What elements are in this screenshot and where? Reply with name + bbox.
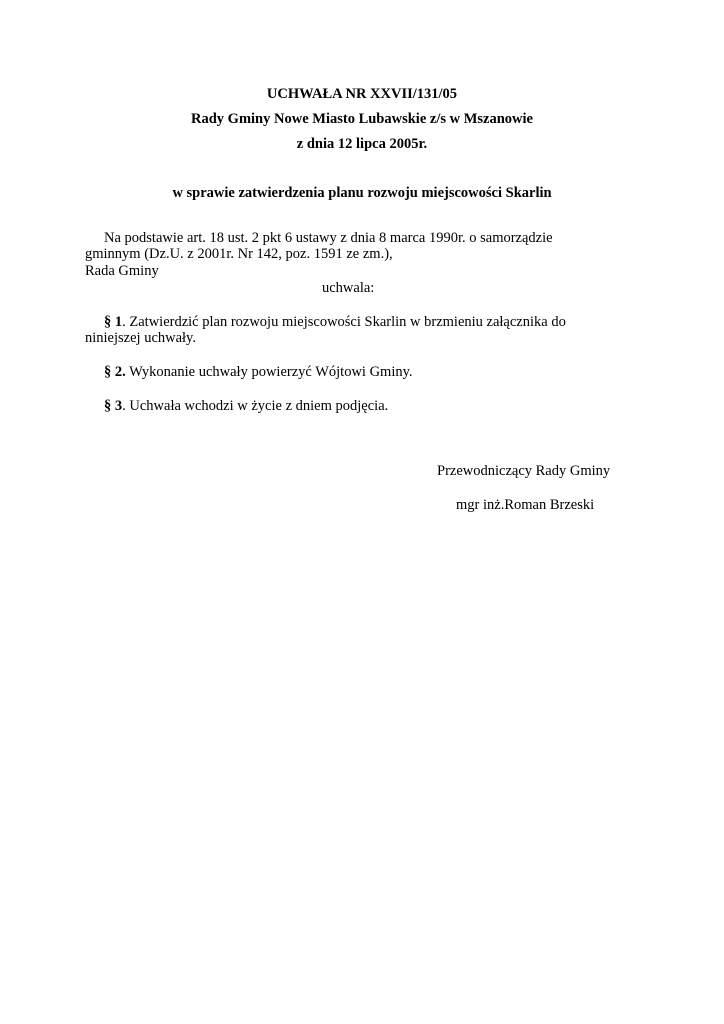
paragraph-1-line-1 bbox=[104, 314, 566, 331]
preamble-line-3: Rada Gminy bbox=[85, 263, 159, 279]
preamble-line-1: Na podstawie art. 18 ust. 2 pkt 6 ustawy z dnia 8 marca 1990r. o samorządzie bbox=[104, 230, 553, 246]
paragraph-1-line-2: niniejszej uchwały. bbox=[85, 330, 196, 346]
resolution-subject: w sprawie zatwierdzenia planu rozwoju miejscowości Skarlin bbox=[172, 185, 552, 201]
signatory-name: mgr inż.Roman Brzeski bbox=[456, 497, 595, 513]
paragraph-1-marker: § 1 bbox=[104, 314, 123, 330]
resolves-label: uchwala: bbox=[322, 280, 375, 296]
resolution-title: UCHWAŁA NR XXVII/131/05 bbox=[266, 86, 458, 102]
issuing-council: Rady Gminy Nowe Miasto Lubawskie z/s w Mszanowie bbox=[191, 111, 533, 127]
paragraph-3 bbox=[104, 398, 388, 415]
paragraph-1-text: . Zatwierdzić plan rozwoju miejscowości Skarlin w brzmieniu załącznika do bbox=[122, 314, 566, 330]
paragraph-2-text: Wykonanie uchwały powierzyć Wójtowi Gminy. bbox=[125, 364, 413, 380]
paragraph-2-marker: § 2. bbox=[104, 364, 126, 380]
paragraph-3-text: . Uchwała wchodzi w życie z dniem podjęcia. bbox=[122, 398, 389, 414]
preamble-line-2: gminnym (Dz.U. z 2001r. Nr 142, poz. 1591 ze zm.), bbox=[85, 246, 393, 262]
paragraph-3-marker: § 3 bbox=[104, 398, 123, 414]
paragraph-2 bbox=[104, 364, 413, 381]
resolution-date: z dnia 12 lipca 2005r. bbox=[296, 136, 428, 152]
signatory-role: Przewodniczący Rady Gminy bbox=[437, 463, 611, 479]
